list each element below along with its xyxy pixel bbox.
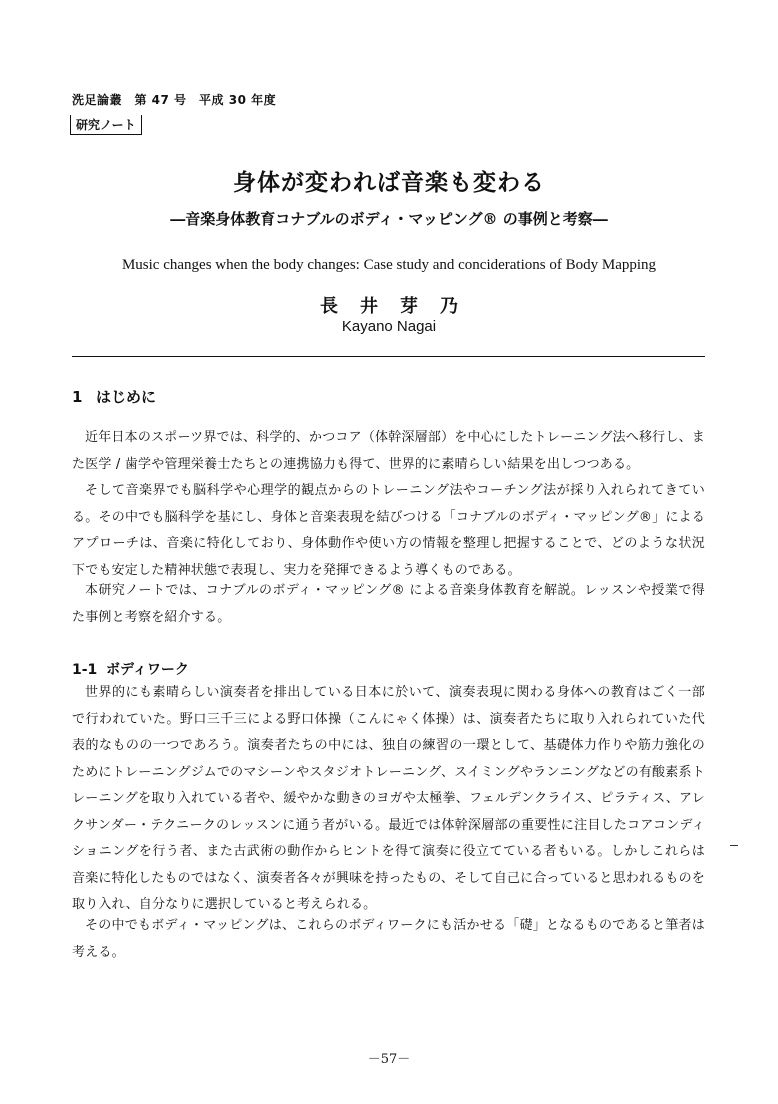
title-divider xyxy=(72,356,705,357)
body-paragraph: その中でもボディ・マッピングは、これらのボディワークにも活かせる「礎」となるものであると筆者は考える。 xyxy=(72,918,705,960)
subsection-title: ボディワーク xyxy=(106,662,189,678)
body-paragraph: 本研究ノートでは、コナブルのボディ・マッピング® による音楽身体教育を解説。レッスンや授業で得た事例と考察を紹介する。 xyxy=(72,583,705,625)
author-name: 長井芽乃 xyxy=(320,296,480,317)
article-subtitle: ―音楽身体教育コナブルのボディ・マッピング® の事例と考察― xyxy=(170,210,608,228)
subsection-number: 1-1 xyxy=(72,662,98,678)
section-heading xyxy=(72,386,156,407)
section-title: はじめに xyxy=(96,388,157,406)
journal-issue: 洗足論叢 第 47 号 平成 30 年度 xyxy=(72,93,277,107)
body-paragraph: 世界的にも素晴らしい演奏者を排出している日本に於いて、演奏表現に関わる身体への教育はごく一部で行われていた。野口三千三による野口体操（こんにゃく体操）は、演奏者たちに取り入れられていた代表的なものの一つであろう。演奏者たちの中には、独自の練習の一環として、基礎体力作りや筋力強化のためにトレーニングジムでのマシーンやスタジオトレーニング、スイミングやランニングなどの有酸素系トレーニングを取り入れている者や、緩やかな動きのヨガや太極拳、フェルデンクライス、ピラティス、アレクサンダー・テクニークのレッスンに通う者がいる。最近では体幹深層部の重要性に注目したコアコンディショニングを行う者、また古武術の動作からヒントを得て演奏に役立てている者もいる。しかしこれらは音楽に特化したものではなく、演奏者各々が興味を持ったもの、そして自己に合っていると思われるものを取り入れ、自分なりに選択していると考えられる。 xyxy=(72,685,705,912)
body-paragraph: 近年日本のスポーツ界では、科学的、かつコア（体幹深層部）を中心にしたトレーニング法へ移行し、また医学 / 歯学や管理栄養士たちとの連携協力も得て、世界的に素晴らしい結果を出しつつある。 xyxy=(72,430,705,472)
page-number: －57－ xyxy=(367,1052,411,1067)
author-name-english: Kayano Nagai xyxy=(341,318,437,335)
body-paragraph: そして音楽界でも脳科学や心理学的観点からのトレーニング法やコーチング法が採り入れられてきている。その中でも脳科学を基にし、身体と音楽表現を結びつける「コナブルのボディ・マッピング®」によるアプローチは、音楽に特化しており、身体動作や使い方の情報を整理し把握することで、どのような状況下でも安定した精神状態で表現し、実力を発揮できるよう導くものである。 xyxy=(72,483,705,578)
subsection-heading xyxy=(72,659,189,679)
article-title: 身体が変われば音楽も変わる xyxy=(233,169,545,196)
article-category-label: 研究ノート xyxy=(70,115,142,135)
section-number: 1 xyxy=(72,388,83,406)
margin-tick-mark xyxy=(730,845,738,846)
article-english-title: Music changes when the body changes: Case study and conciderations of Body Mapping xyxy=(121,257,657,273)
